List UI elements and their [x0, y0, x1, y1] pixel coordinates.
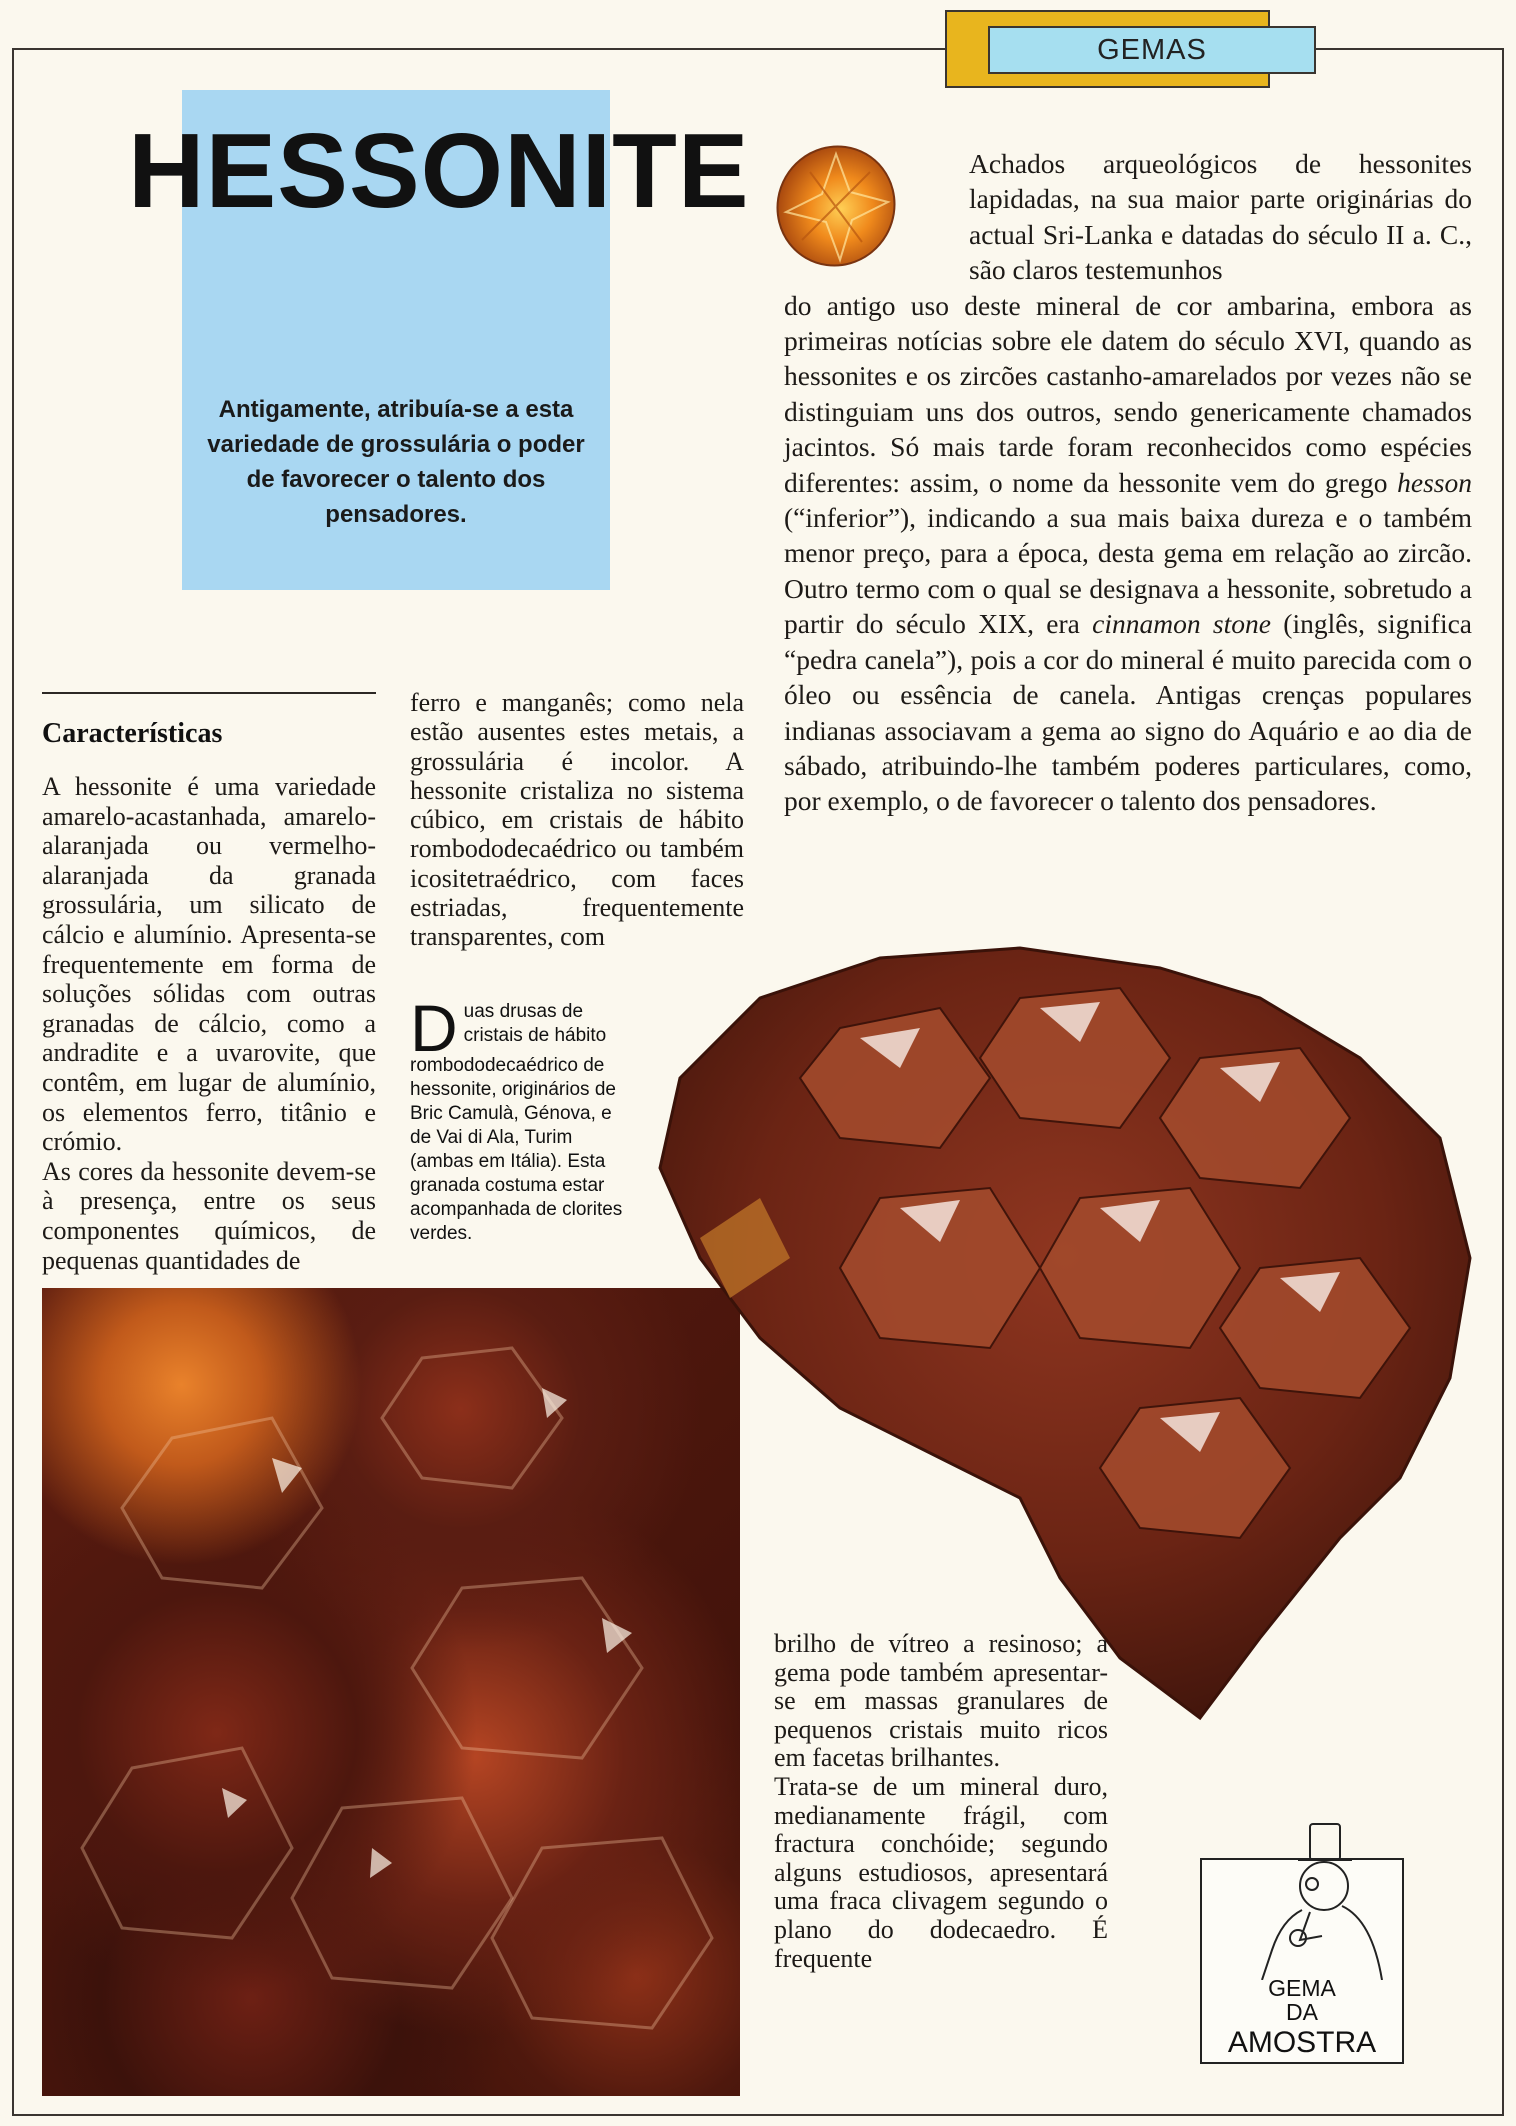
page-frame-right: [1502, 48, 1504, 2116]
characteristics-text-1b: As cores da hessonite devem-se à presença, entre os seus componentes químicos, de pequenas quantidades de: [42, 1156, 376, 1275]
page-frame-bottom: [12, 2114, 1504, 2116]
characteristics-heading: Características: [42, 718, 223, 749]
intro-body-3: (inglês, significa “pedra canela”), pois a cor do mineral é muito parecida com o óleo ou essência de canela. Antigas crenças populares indianas associavam a gema ao signo do Aquário e ao dia de sábado, atribuindo-lhe também poderes particulares, como, por exemplo, o de favorecer o talento dos pensadores.: [784, 608, 1472, 817]
section-tab-label: GEMAS: [1097, 33, 1207, 66]
term-cinnamon-stone: cinnamon stone: [1092, 608, 1271, 640]
term-hesson: hesson: [1397, 466, 1473, 498]
stamp-word-amostra: AMOSTRA: [1227, 2026, 1377, 2059]
lead-paragraph: Antigamente, atribuía-se a esta variedade de grossulária o poder de favorecer o talento dos pensadores.: [207, 396, 585, 528]
intro-body: do antigo uso deste mineral de cor ambarina, embora as primeiras notícias sobre ele datem do século XVI, quando as hessonites e os zircões castanho-amarelados por vezes não se distinguiam uns dos outros, sendo genericamente chamados jacintos. Só mais tarde foram reconhecidos como espécies diferentes: assim, o nome da hessonite vem do grego: [784, 289, 1472, 498]
intro-first-lines: Achados arqueológicos de hessonites lapidadas, na sua maior parte originárias do actual Sri-Lanka e datadas do século II a. C., são claros testemunhos: [969, 148, 1472, 286]
characteristics-column-2: ferro e manganês; como nela estão ausentes estes metais, a grossulária é incolor. A hessonite cristaliza no sistema cúbico, em cristais de hábito rombododecaédrico ou também icositetraédrico, com faces estriadas, frequentemente transparentes, com: [410, 688, 744, 952]
caption-text: uas drusas de cristais de hábito rombododecaédrico de hessonite, originários de Bric Camulà, Génova, e de Vai di Ala, Turim (ambas em Itália). Esta granada costuma estar acompanhada de clorites verdes.: [410, 1001, 623, 1244]
characteristics-column-3: [774, 1630, 1108, 1973]
hessonite-crystals-photo-closeup: [42, 1288, 740, 2096]
intro-paragraph: [784, 146, 1472, 819]
characteristics-text-3b: Trata-se de um mineral duro, medianamente frágil, com fractura conchóide; segundo alguns estudiosos, apresentará uma fraca clivagem segundo o plano do dodecaedro. É frequente: [774, 1771, 1108, 1973]
page-title: HESSONITE: [128, 112, 750, 230]
section-tab: [988, 26, 1316, 74]
characteristics-column-1: [42, 772, 376, 1275]
section-divider: [42, 692, 376, 694]
caption-dropcap: D: [410, 991, 458, 1065]
stamp-word-da: DA: [1286, 1999, 1318, 2025]
characteristics-text-1: A hessonite é uma variedade amarelo-acastanhada, amarelo-alaranjada ou vermelho-alaranjada da granada grossulária, um silicato de cálcio e alumínio. Apresenta-se frequentemente em forma de soluções sólidas com outras granadas de cálcio, como a andradite e a uvarovite, que contêm, em lugar de alumínio, os elementos ferro, titânio e crómio.: [42, 772, 376, 1157]
sample-gem-stamp: [1200, 1858, 1404, 2064]
stamp-word-gema: GEMA: [1268, 1975, 1336, 2001]
gemologist-figure-icon: [1202, 1820, 1406, 1980]
hessonite-druse-photo: [640, 938, 1480, 1728]
intro-body-2: (“inferior”), indicando a sua mais baixa dureza e o também menor preço, para a época, desta gema em relação ao zircão. Outro termo com o qual se designava a hessonite, sobretudo a partir do século XIX, era: [784, 502, 1472, 640]
crystal-facets-overlay: [42, 1288, 740, 2096]
characteristics-text-3a: brilho de vítreo a resinoso; a gema pode também apresentar-se em massas granulares de pequenos cristais muito ricos em facetas brilhantes.: [774, 1629, 1108, 1773]
page-frame-left: [12, 48, 14, 2116]
photo-caption: [410, 991, 630, 1246]
